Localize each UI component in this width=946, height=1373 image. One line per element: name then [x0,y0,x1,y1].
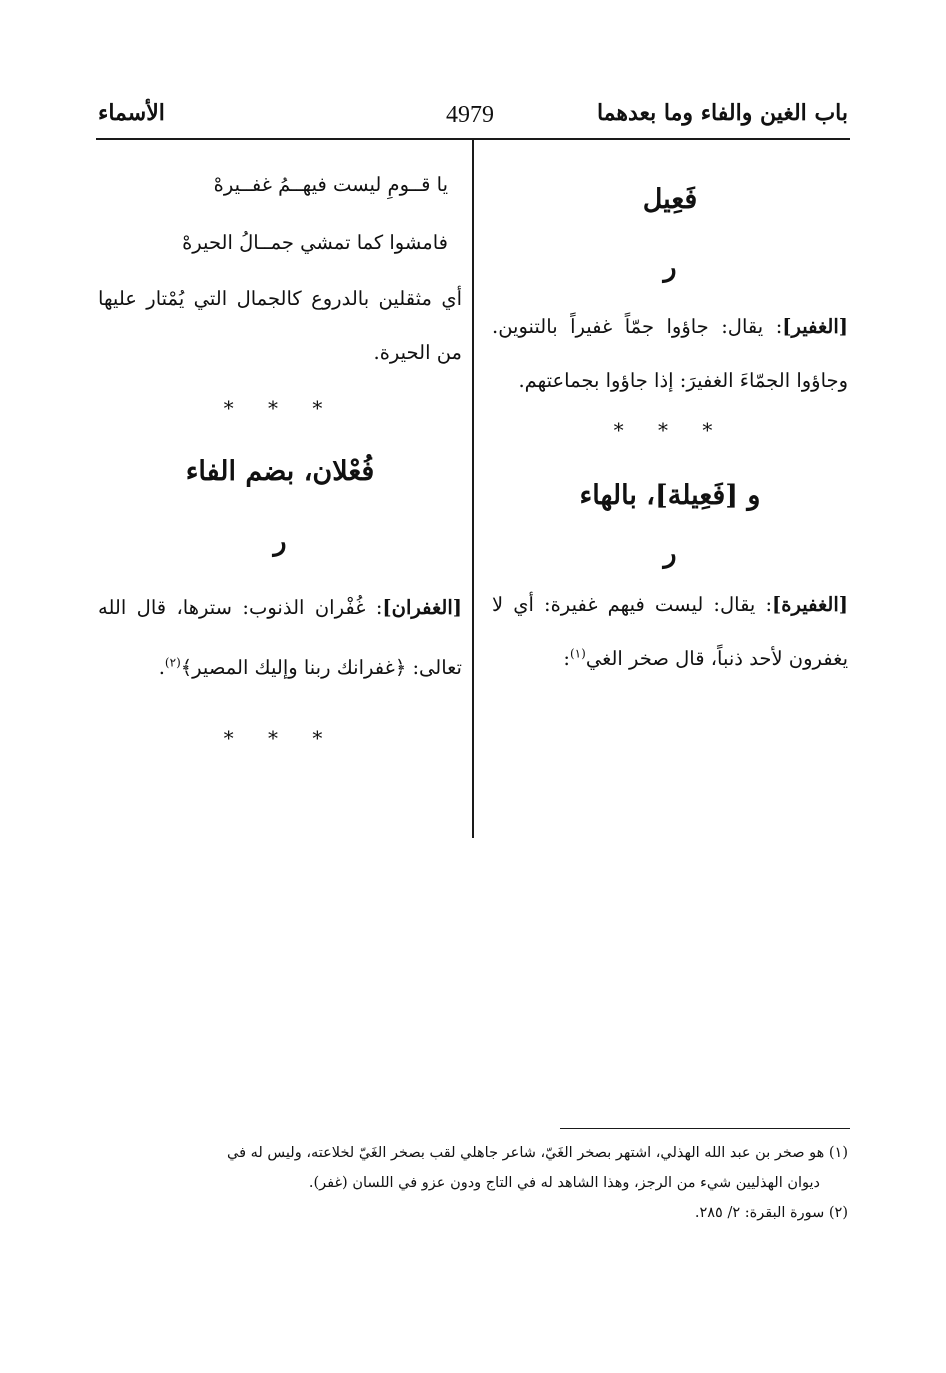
footnote-2: (٢) سورة البقرة: ٢/ ٢٨٥. [694,1205,848,1221]
root-letter: ر [663,252,677,283]
lemma-alghufran: [الغفران] [382,596,462,619]
root-letter: ر [273,526,287,557]
pattern-heading-faeela: و [فَعِيلة]، بالهاء [579,480,761,511]
section-separator: * * * [613,418,727,442]
verse-gloss: أي مثقلين بالدروع كالجمال التي يُمْتار عليها من الحيرة. [98,287,462,364]
verse-line-1: يا قــومِ ليست فيهــمُ غفــيرهْ [213,173,448,196]
pattern-heading-faeel: فَعِيل [642,184,698,215]
entry-alghafir [492,300,848,408]
section-separator: * * * [223,396,337,420]
footnote-ref-1: (١) [569,646,586,661]
entry-text: : غُفْران الذنوب: سترها، قال الله تعالى: ﴿غفرانك ربنا وإليك المصير﴾ [98,596,462,679]
left-column [98,160,462,760]
entry-alghafira [492,578,848,686]
section-separator: * * * [223,726,337,750]
entry-tail: : [563,647,570,670]
footnotes [96,1138,848,1228]
column-divider [472,140,474,838]
running-head-section: الأسماء [98,100,165,126]
entry-tail: . [158,656,165,679]
right-column [492,160,848,686]
running-head-chapter: باب الغين والفاء وما بعدهما [596,100,848,126]
verse-line-2: فامشوا كما تمشي جمــالُ الحيرهْ [182,231,448,254]
footnote-1-line-1: (١) هو صخر بن عبد الله الهذلي، اشتهر بصخر الغَيّ، شاعر جاهلي لقب بصخر الغَيّ لخلاعته، وليس له في [227,1145,848,1161]
footnote-rule [560,1128,850,1129]
page-number: 4979 [446,102,494,128]
lemma-alghafir: [الغفير] [782,315,848,338]
entry-text: : يقال: ليست فيهم غفيرة: أي لا يغفرون لأحد ذنباً، قال صخر الغي [492,593,848,670]
entry-text: : يقال: جاؤوا جمّاً غفيراً بالتنوين. وجاؤوا الجمّاءَ الغفيرَ: إذا جاؤوا بجماعتهم. [492,315,848,392]
pattern-heading-fulan: فُعْلان، بضم الفاء [185,456,375,487]
root-letter: ر [663,538,677,569]
footnote-1-line-2: ديوان الهذليين شيء من الرجز، وهذا الشاهد له في التاج ودون عزو في اللسان (غفر). [308,1175,820,1191]
entry-alghufran [98,578,462,698]
lemma-alghafira: [الغفيرة] [772,593,848,616]
footnote-ref-2: (٢) [164,655,181,670]
